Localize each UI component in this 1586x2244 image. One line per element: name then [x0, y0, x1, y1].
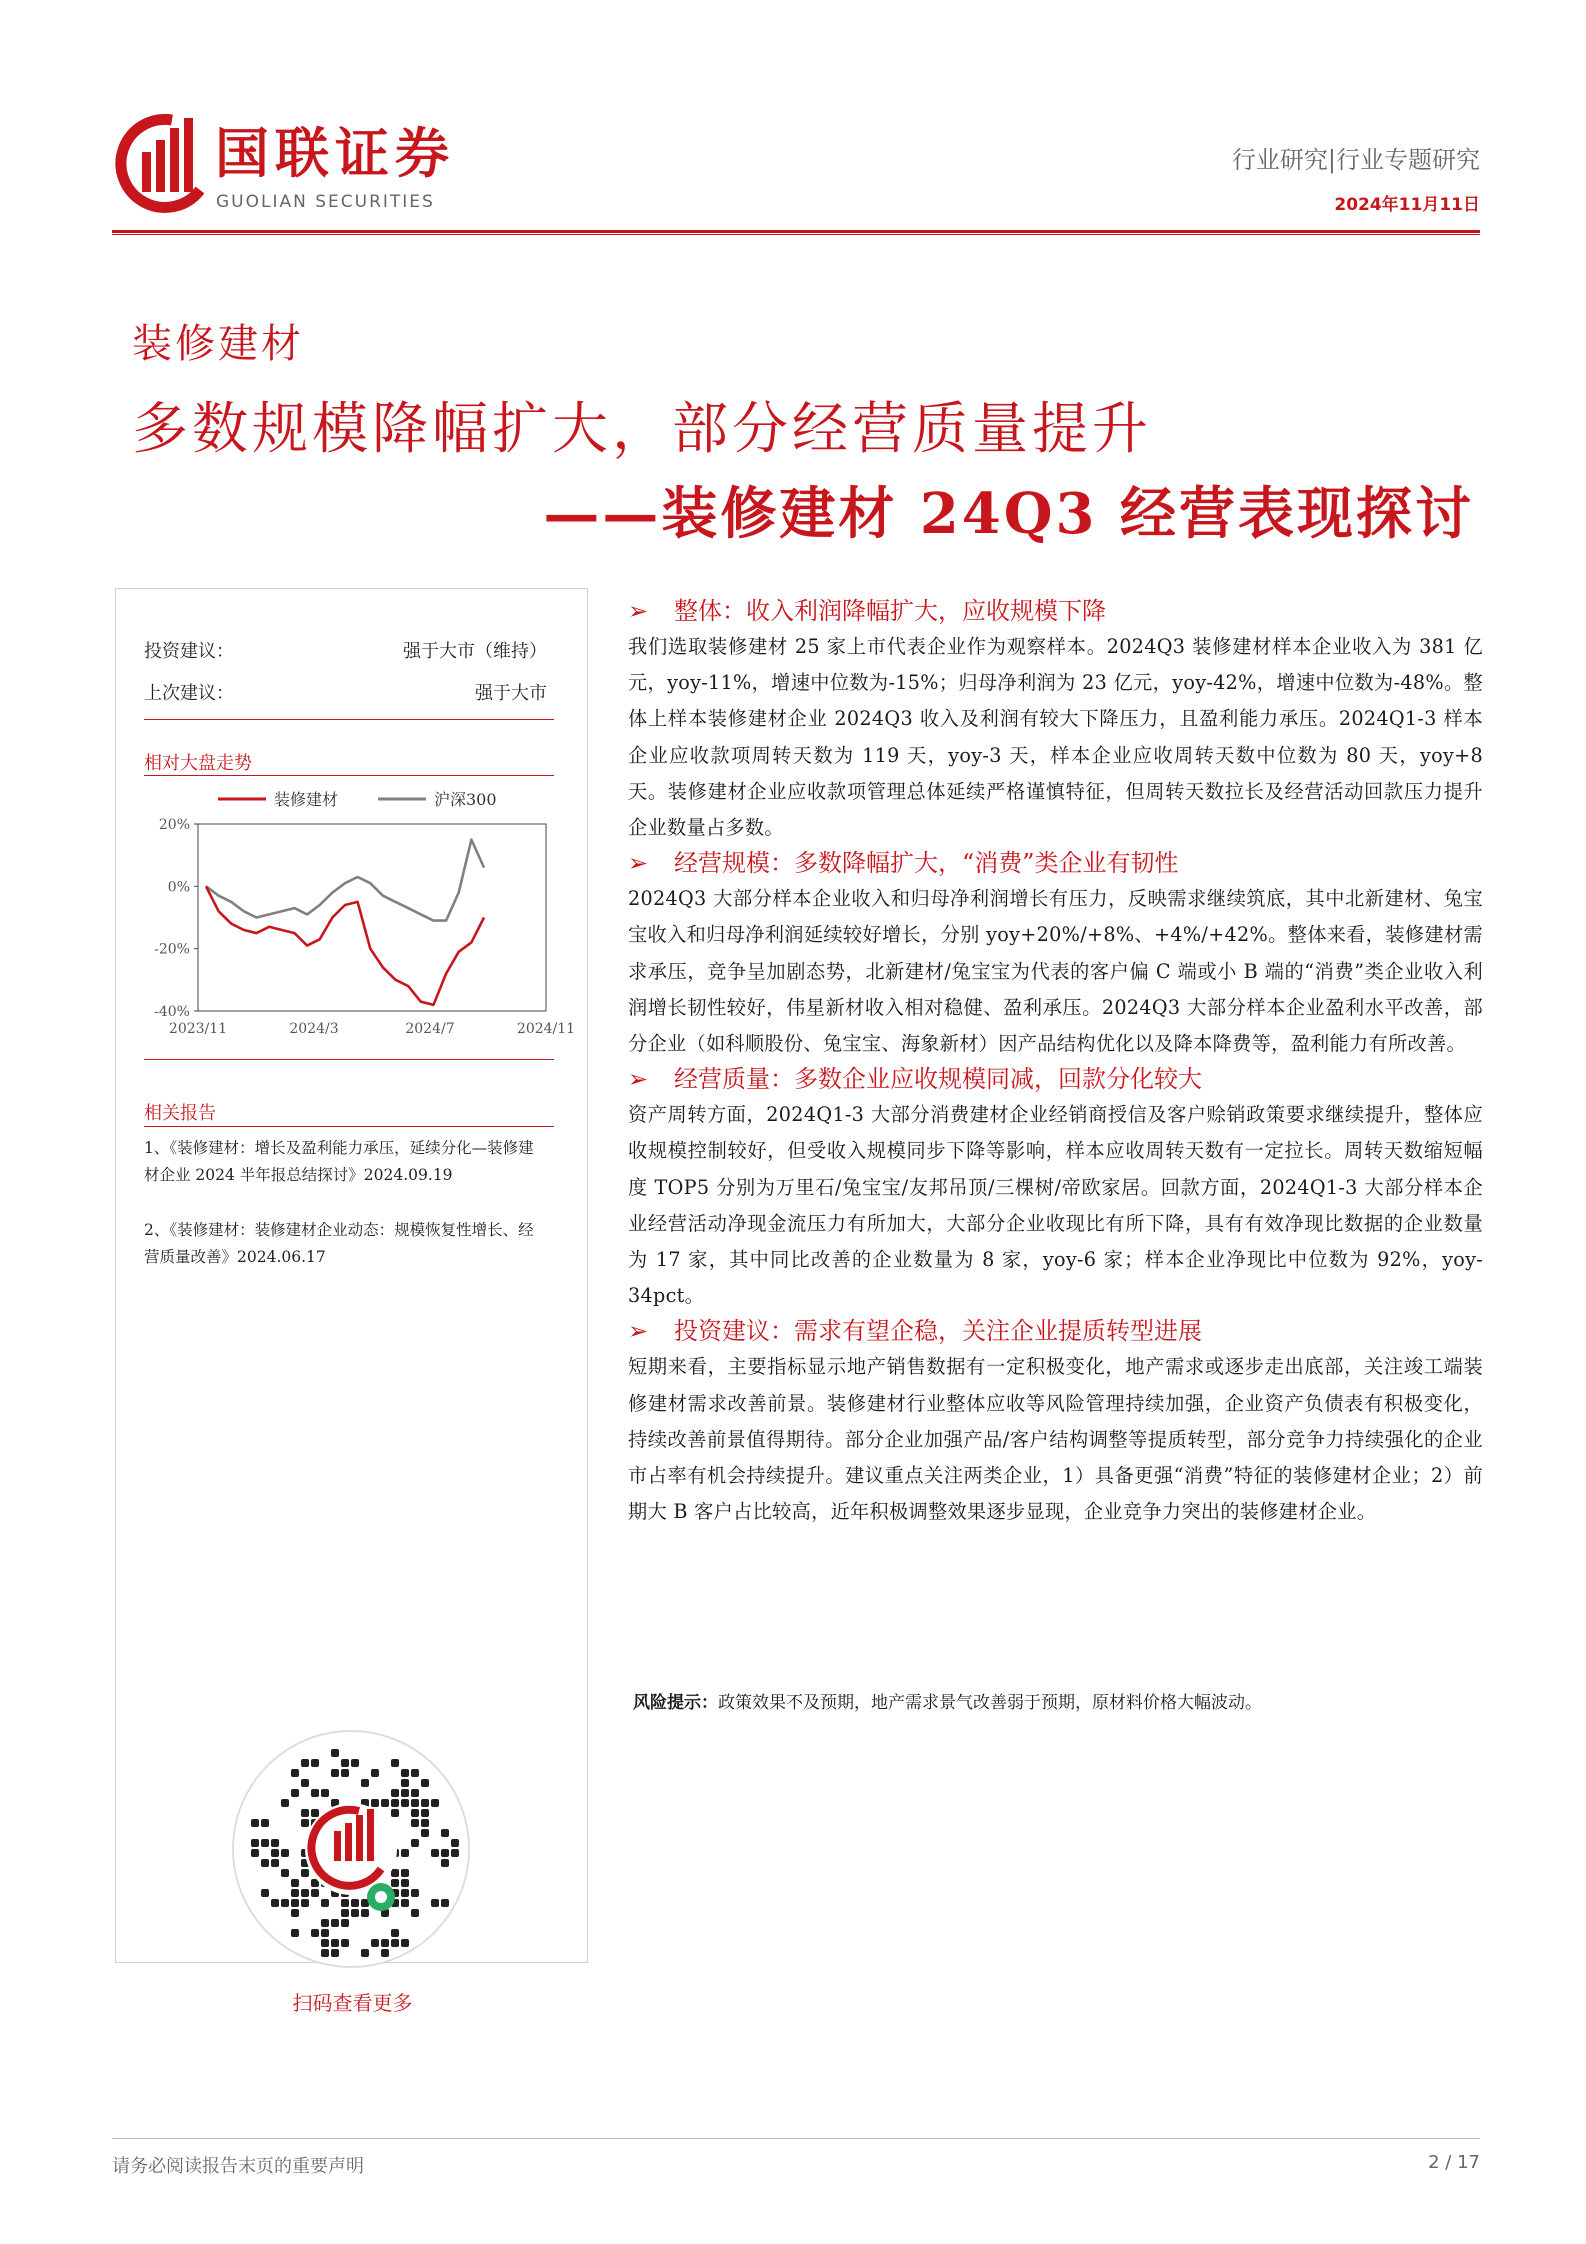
- qr-dot: [271, 1839, 279, 1847]
- qr-dot: [271, 1859, 279, 1867]
- qr-dot: [421, 1809, 429, 1817]
- qr-code-icon[interactable]: [231, 1729, 471, 1969]
- qr-dot: [251, 1839, 259, 1847]
- qr-dot: [421, 1819, 429, 1827]
- x-tick-label: 2024/3: [289, 1021, 339, 1037]
- section-heading: ➢ 投资建议：需求有望企稳，关注企业提质转型进展: [628, 1314, 1483, 1349]
- qr-dot: [271, 1849, 279, 1857]
- qr-dot: [381, 1799, 389, 1807]
- qr-dot: [301, 1819, 309, 1827]
- qr-dot: [451, 1839, 459, 1847]
- chart-legend: [218, 790, 497, 809]
- arrow-bullet-icon: ➢: [628, 1065, 649, 1094]
- qr-dot: [321, 1939, 329, 1947]
- qr-dot: [331, 1749, 339, 1757]
- qr-dot: [411, 1889, 419, 1897]
- legend-label: 装修建材: [274, 790, 339, 809]
- qr-dot: [391, 1799, 399, 1807]
- qr-dot: [431, 1849, 439, 1857]
- qr-dot: [391, 1809, 399, 1817]
- header-divider-thin: [112, 234, 1480, 235]
- qr-dot: [271, 1899, 279, 1907]
- qr-dot: [331, 1939, 339, 1947]
- qr-dot: [371, 1799, 379, 1807]
- qr-dot: [381, 1949, 389, 1957]
- qr-dot: [401, 1849, 409, 1857]
- prev-rating-label: 上次建议：: [144, 683, 234, 704]
- qr-dot: [281, 1899, 289, 1907]
- guolian-logo-icon: [112, 112, 207, 212]
- qr-dot: [411, 1809, 419, 1817]
- qr-dot: [391, 1789, 399, 1797]
- risk-label: 风险提示：: [633, 1693, 718, 1713]
- qr-dot: [251, 1849, 259, 1857]
- sector-title: 装修建材: [132, 321, 304, 367]
- qr-dot: [281, 1869, 289, 1877]
- section-heading: ➢ 整体：收入利润降幅扩大，应收规模下降: [628, 594, 1483, 629]
- qr-dot: [421, 1799, 429, 1807]
- qr-dot: [291, 1929, 299, 1937]
- sidebar-divider: [144, 775, 554, 776]
- qr-dot: [301, 1779, 309, 1787]
- qr-dot: [411, 1909, 419, 1917]
- footer-divider: [112, 2138, 1480, 2139]
- report-category: 行业研究|行业专题研究: [1231, 146, 1480, 174]
- qr-dot: [311, 1789, 319, 1797]
- qr-dot: [311, 1759, 319, 1767]
- qr-dot: [441, 1829, 449, 1837]
- qr-dot: [411, 1839, 419, 1847]
- page-number: 2 / 17: [1428, 2152, 1480, 2173]
- qr-dot: [321, 1929, 329, 1937]
- qr-dot: [441, 1849, 449, 1857]
- qr-dot: [281, 1849, 289, 1857]
- x-tick-label: 2024/11: [516, 1021, 576, 1037]
- qr-dot: [291, 1879, 299, 1887]
- qr-dot: [441, 1899, 449, 1907]
- qr-dot: [361, 1949, 369, 1957]
- qr-dot: [301, 1889, 309, 1897]
- qr-dot: [281, 1799, 289, 1807]
- scan-for-more-label: 扫码查看更多: [292, 1991, 413, 2015]
- brand-name-cn: 国联证券: [215, 122, 455, 185]
- section-heading: ➢ 经营质量：多数企业应收规模同减，回款分化较大: [628, 1062, 1483, 1097]
- arrow-bullet-icon: ➢: [628, 597, 649, 625]
- y-tick-label: 0%: [167, 879, 190, 896]
- section-scale: [628, 846, 1483, 1062]
- section-body: 短期来看，主要指标显示地产销售数据有一定积极变化，地产需求或逐步走出底部，关注竣工端装修建材需求改善前景。装修建材行业整体应收等风险管理持续加强，企业资产负债表有积极变化，持续改善前景值得期待。部分企业加强产品/客户结构调整等提质转型，部分竞争力持续强化的企业市占率有机会持续提升。建议重点关注两类企业，1）具备更强“消费”特征的装修建材企业；2）前期大 B 客户占比较高，近年积极调整效果逐步显现，企业竞争力突出的装修建材企业。: [628, 1355, 1483, 1524]
- chart-frame: [198, 824, 546, 1011]
- qr-dot: [411, 1769, 419, 1777]
- qr-dot: [321, 1919, 329, 1927]
- qr-dot: [301, 1759, 309, 1767]
- rating-label: 投资建议：: [144, 641, 234, 662]
- prev-rating-row: [144, 679, 547, 705]
- qr-dot: [331, 1919, 339, 1927]
- qr-dot: [401, 1789, 409, 1797]
- qr-dot: [251, 1819, 259, 1827]
- qr-dot: [311, 1929, 319, 1937]
- qr-dot: [341, 1909, 349, 1917]
- qr-dot: [301, 1809, 309, 1817]
- qr-dot: [261, 1839, 269, 1847]
- qr-dot: [351, 1899, 359, 1907]
- qr-dot: [411, 1819, 419, 1827]
- section-body: 我们选取装修建材 25 家上市代表企业作为观察样本。2024Q3 装修建材样本企业收入为 381 亿元，yoy-11%，增速中位数为-15%；归母净利润为 23 亿元，yoy-42%，增速中位数为-48%。整体上样本装修建材企业 2024Q3 收入及利润有较大下降压力，且盈利能力承压。2024Q1-3 样本企业应收款项周转天数为 119 天，yoy-3 天，样本企业应收周转天数中位数为 80 天，yoy+8 天。装修建材企业应收款项管理总体延续严格谨慎特征，但周转天数拉长及经营活动回款压力提升企业数量占多数。: [628, 635, 1483, 840]
- report-summary: [628, 594, 1483, 1530]
- qr-dot: [291, 1889, 299, 1897]
- chart-title: 相对大盘走势: [144, 753, 252, 774]
- qr-dot: [391, 1929, 399, 1937]
- x-tick-label: 2024/7: [405, 1021, 455, 1037]
- y-tick-label: -40%: [154, 1004, 190, 1020]
- brand-name-en: GUOLIAN SECURITIES: [216, 192, 435, 212]
- qr-dot: [441, 1859, 449, 1867]
- qr-dot: [401, 1769, 409, 1777]
- series-line-沪深300: [206, 840, 484, 921]
- y-tick-label: -20%: [154, 941, 190, 958]
- sidebar-divider: [144, 1059, 554, 1060]
- qr-dot: [321, 1949, 329, 1957]
- arrow-bullet-icon: ➢: [628, 1317, 649, 1346]
- qr-dot: [291, 1909, 299, 1917]
- header-divider: [112, 230, 1480, 233]
- qr-dot: [341, 1939, 349, 1947]
- sub-title: ——装修建材 24Q3 经营表现探讨: [543, 481, 1474, 547]
- qr-dot: [301, 1869, 309, 1877]
- qr-dot: [341, 1899, 349, 1907]
- qr-dot: [291, 1789, 299, 1797]
- qr-dot: [331, 1769, 339, 1777]
- qr-dot: [391, 1869, 399, 1877]
- qr-dot: [331, 1949, 339, 1957]
- qr-dot: [291, 1769, 299, 1777]
- section-quality: [628, 1062, 1483, 1314]
- qr-dot: [391, 1759, 399, 1767]
- prev-rating-value: 强于大市: [475, 683, 547, 704]
- related-report-item[interactable]: 1、《装修建材：增长及盈利能力承压，延续分化—装修建材企业 2024 半年报总结探讨》2024.09.19: [144, 1139, 534, 1184]
- qr-dot: [391, 1939, 399, 1947]
- qr-dot: [301, 1899, 309, 1907]
- sidebar-panel: [115, 588, 588, 2015]
- qr-dot: [431, 1799, 439, 1807]
- qr-dot: [311, 1889, 319, 1897]
- qr-dot: [361, 1909, 369, 1917]
- qr-dot: [341, 1769, 349, 1777]
- qr-dot: [401, 1899, 409, 1907]
- qr-dot: [321, 1789, 329, 1797]
- section-recommendation: [628, 1314, 1483, 1530]
- relative-performance-chart: [136, 779, 576, 1059]
- qr-dot: [371, 1769, 379, 1777]
- chart-lines: [206, 840, 484, 1005]
- footer-disclaimer: 请务必阅读报告末页的重要声明: [112, 2156, 364, 2177]
- qr-dot: [371, 1939, 379, 1947]
- qr-dot: [401, 1799, 409, 1807]
- qr-dot: [261, 1859, 269, 1867]
- qr-dot: [401, 1939, 409, 1947]
- qr-dot: [341, 1759, 349, 1767]
- qr-dot: [291, 1899, 299, 1907]
- qr-dot: [361, 1779, 369, 1787]
- qr-dot: [351, 1909, 359, 1917]
- risk-text: 政策效果不及预期，地产需求景气改善弱于预期，原材料价格大幅波动。: [718, 1693, 1262, 1713]
- qr-dot: [351, 1759, 359, 1767]
- qr-dot: [381, 1939, 389, 1947]
- x-tick-label: 2023/11: [168, 1021, 228, 1037]
- legend-label: 沪深300: [434, 790, 497, 809]
- qr-dot: [451, 1849, 459, 1857]
- main-title: 多数规模降幅扩大，部分经营质量提升: [132, 397, 1152, 462]
- y-tick-label: 20%: [158, 817, 190, 833]
- section-overall: [628, 594, 1483, 846]
- series-line-装修建材: [206, 886, 484, 1005]
- qr-dot: [401, 1779, 409, 1787]
- qr-dot: [401, 1889, 409, 1897]
- qr-dot: [261, 1889, 269, 1897]
- qr-dot: [321, 1899, 329, 1907]
- rating-value: 强于大市（维持）: [403, 641, 547, 662]
- qr-dot: [401, 1879, 409, 1887]
- qr-dot: [411, 1789, 419, 1797]
- qr-dot: [261, 1819, 269, 1827]
- qr-dot: [421, 1779, 429, 1787]
- related-reports-title: 相关报告: [144, 1103, 216, 1124]
- report-date: 2024年11月11日: [1334, 195, 1480, 215]
- arrow-bullet-icon: ➢: [628, 849, 649, 878]
- section-body: 资产周转方面，2024Q1-3 大部分消费建材企业经销商授信及客户赊销政策要求继续提升，整体应收规模控制较好，但受收入规模同步下降等影响，样本应收周转天数有一定拉长。周转天数缩短幅度 TOP5 分别为万里石/兔宝宝/友邦吊顶/三棵树/帝欧家居。回款方面，2024Q1-3 大部分样本企业经营活动净现金流压力有所加大，大部分企业收现比有所下降，具有有效净现比数据的企业数量为 17 家，其中同比改善的企业数量为 8 家，yoy-6 家；样本企业净现比中位数为 92%，yoy-34pct。: [628, 1103, 1483, 1308]
- qr-dot: [421, 1829, 429, 1837]
- sidebar-divider: [144, 1126, 554, 1127]
- qr-dot: [391, 1879, 399, 1887]
- section-body: 2024Q3 大部分样本企业收入和归母净利润增长有压力，反映需求继续筑底，其中北新建材、兔宝宝收入和归母净利润延续较好增长，分别 yoy+20%/+8%、+4%/+42%。整体来看，装修建材需求承压，竞争呈加剧态势，北新建材/兔宝宝为代表的客户偏 C 端或小 B 端的“消费”类企业收入利润增长韧性较好，伟星新材收入相对稳健、盈利承压。2024Q3 大部分样本企业盈利水平改善，部分企业（如科顺股份、兔宝宝、海象新材）因产品结构优化以及降本降费等，盈利能力有所改善。: [628, 887, 1483, 1056]
- qr-dot: [401, 1869, 409, 1877]
- rating-row: [144, 637, 547, 663]
- qr-dot: [341, 1919, 349, 1927]
- risk-warning: [633, 1688, 1483, 1713]
- section-heading: ➢ 经营规模：多数降幅扩大，“消费”类企业有韧性: [628, 846, 1483, 881]
- related-report-item[interactable]: 2、《装修建材：装修建材企业动态：规模恢复性增长、经营质量改善》2024.06.17: [144, 1221, 534, 1266]
- qr-dot: [431, 1899, 439, 1907]
- qr-dot: [311, 1809, 319, 1817]
- qr-dot: [411, 1799, 419, 1807]
- sidebar-divider: [144, 719, 554, 720]
